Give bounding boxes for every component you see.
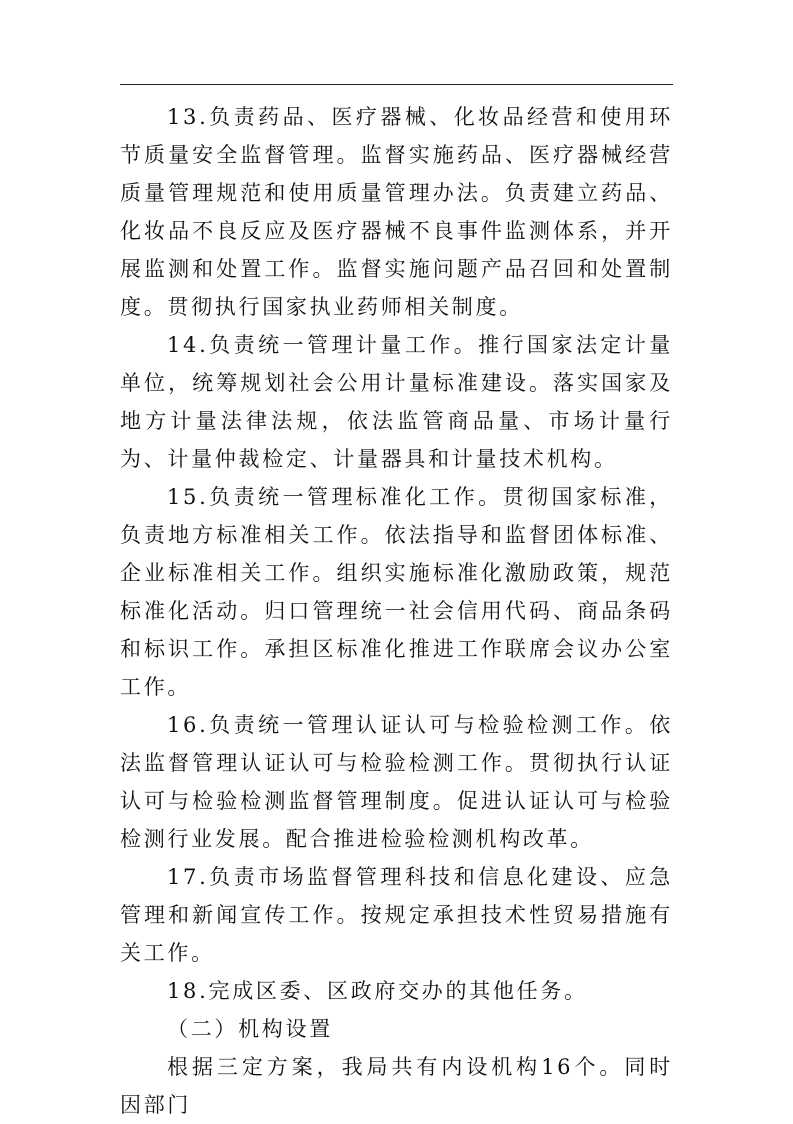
document-body [120,98,673,1124]
paragraph-institution-setup: 根据三定方案，我局共有内设机构16个。同时因部门 [120,1055,673,1117]
paragraph-item-15: 15.负责统一管理标准化工作。贯彻国家标准，负责地方标准相关工作。依法指导和监督团体标准、企业标准相关工作。组织实施标准化激励政策，规范标准化活动。归口管理统一社会信用代码、商品条码和标识工作。承担区标准化推进工作联席会议办公室工作。 [120,485,673,699]
paragraph-item-17: 17.负责市场监督管理科技和信息化建设、应急管理和新闻宣传工作。按规定承担技术性贸易措施有关工作。 [120,865,673,965]
section-heading: （二）机构设置 [167,1017,333,1041]
paragraph-item-16: 16.负责统一管理认证认可与检验检测工作。依法监督管理认证认可与检验检测工作。贯彻执行认证认可与检验检测监督管理制度。促进认证认可与检验检测行业发展。配合推进检验检测机构改革。 [120,713,673,851]
header-rule [120,84,673,85]
paragraph-item-18: 18.完成区委、区政府交办的其他任务。 [167,979,588,1003]
paragraph-item-13: 13.负责药品、医疗器械、化妆品经营和使用环节质量安全监督管理。监督实施药品、医疗器械经营质量管理规范和使用质量管理办法。负责建立药品、化妆品不良反应及医疗器械不良事件监测体系，并开展监测和处置工作。监督实施问题产品召回和处置制度。贯彻执行国家执业药师相关制度。 [120,105,673,319]
paragraph-item-14: 14.负责统一管理计量工作。推行国家法定计量单位，统筹规划社会公用计量标准建设。落实国家及地方计量法律法规，依法监管商品量、市场计量行为、计量仲裁检定、计量器具和计量技术机构。 [120,333,673,471]
